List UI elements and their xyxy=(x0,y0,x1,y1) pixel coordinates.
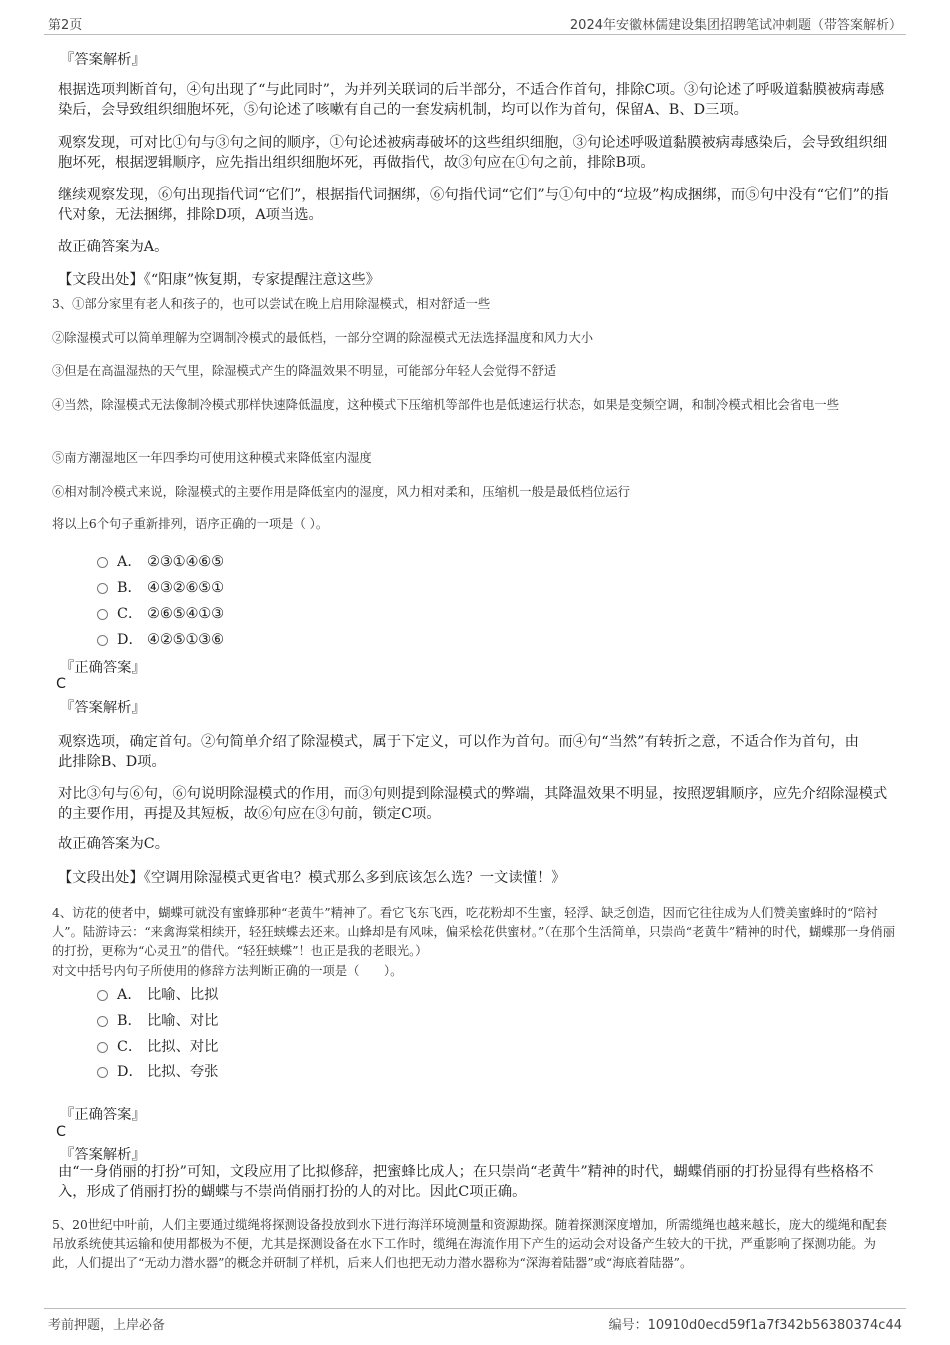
analysis-paragraph: 对比③句与⑥句，⑥句说明除湿模式的作用，而③句则提到除湿模式的弊端，其降温效果不明显，按照逻辑顺序，应先介绍除湿模式的主要作用，再提及其短板，故⑥句应在③句前，锁定C项。 xyxy=(58,786,888,822)
answer-conclusion: 故正确答案为C。 xyxy=(58,836,170,852)
question-stem: 4、访花的使者中，蝴蝶可就没有蜜蜂那种“老黄牛”精神了。看它飞东飞西，吃花粉却不生蜜，轻浮、缺乏创造，因而它往往成为人们赞美蜜蜂时的“陪衬人”。陆游诗云：“来禽海棠相续开，轻狂蛱蝶去还来。山蜂却是有风味，偏采桧花供蜜材。”（在那个生活简单，只崇尚“老黄牛”精神的时代，蝴蝶那一身俏丽的打扮，更称为“心灵丑”的借代。“轻狂蛱蝶”！也正是我的老眼光。） xyxy=(52,906,896,958)
question-sentence: ②除湿模式可以简单理解为空调制冷模式的最低档，一部分空调的除湿模式无法选择温度和风力大小 xyxy=(52,331,594,345)
question-sentence: ⑥相对制冷模式来说，除湿模式的主要作用是降低室内的湿度，风力相对柔和，压缩机一般是最低档位运行 xyxy=(52,485,630,499)
analysis-paragraph: 观察发现，可对比①句与③句之间的顺序，①句论述被病毒破坏的这些组织细胞，③句论述呼吸道黏膜被病毒感染后，会导致组织细胞坏死，根据逻辑顺序，应先指出组织细胞坏死，再做指代，故③句应在①句之前，排除B项。 xyxy=(58,135,888,171)
option-d[interactable]: D． 比拟、夸张 xyxy=(97,1062,218,1082)
question-prompt: 对文中括号内句子所使用的修辞方法判断正确的一项是（ ）。 xyxy=(52,964,403,978)
option-c[interactable]: C． 比拟、对比 xyxy=(97,1037,218,1057)
analysis-label: 『答案解析』 xyxy=(60,52,146,68)
correct-answer: C xyxy=(56,1124,66,1140)
analysis-label: 『答案解析』 xyxy=(60,1147,146,1163)
analysis-paragraph: 由“一身俏丽的打扮”可知，文段应用了比拟修辞，把蜜蜂比成人；在只崇尚“老黄牛”精神的时代，蝴蝶俏丽的打扮显得有些格格不入，形成了俏丽打扮的蝴蝶与不崇尚俏丽打扮的人的对比。因此C项正确。 xyxy=(58,1164,874,1200)
question-sentence: ⑤南方潮湿地区一年四季均可使用这种模式来降低室内湿度 xyxy=(52,451,372,465)
radio-icon[interactable] xyxy=(97,609,108,620)
radio-icon[interactable] xyxy=(97,1042,108,1053)
page-header xyxy=(44,14,906,35)
passage-source: 【文段出处】《“阳康”恢复期，专家提醒注意这些》 xyxy=(58,272,380,288)
analysis-paragraph: 观察选项，确定首句。②句简单介绍了除湿模式，属于下定义，可以作为首句。而④句“当然”有转折之意，不适合作为首句，由此排除B、D项。 xyxy=(58,734,859,770)
correct-answer: C xyxy=(56,676,66,692)
radio-icon[interactable] xyxy=(97,583,108,594)
question-stem: 5、20世纪中叶前，人们主要通过缆绳将探测设备投放到水下进行海洋环境测量和资源勘探。随着探测深度增加，所需缆绳也越来越长，庞大的缆绳和配套吊放系统使其运输和使用都极为不便，尤其是探测设备在水下工作时，缆绳在海流作用下产生的运动会对设备产生较大的干扰，严重影响了探测功能。为此，人们提出了“无动力潜水器”的概念并研制了样机，后来人们也把无动力潜水器称为“深海着陆器”或“海底着陆器”。 xyxy=(52,1218,888,1270)
radio-icon[interactable] xyxy=(97,635,108,646)
radio-icon[interactable] xyxy=(97,1016,108,1027)
analysis-paragraph: 继续观察发现，⑥句出现指代词“它们”，根据指代词捆绑，⑥句指代词“它们”与①句中的“垃圾”构成捆绑，而⑤句中没有“它们”的指代对象，无法捆绑，排除D项，A项当选。 xyxy=(58,187,889,223)
correct-answer-label: 『正确答案』 xyxy=(60,660,146,676)
option-c[interactable]: C． ②⑥⑤④①③ xyxy=(97,604,224,624)
option-d[interactable]: D． ④②⑤①③⑥ xyxy=(97,630,224,650)
radio-icon[interactable] xyxy=(97,990,108,1001)
answer-conclusion: 故正确答案为A。 xyxy=(58,239,169,255)
option-b[interactable]: B． 比喻、对比 xyxy=(97,1011,218,1031)
question-stem: 将以上6个句子重新排列，语序正确的一项是（ ）。 xyxy=(52,517,329,531)
option-a[interactable]: A． ②③①④⑥⑤ xyxy=(97,552,224,572)
passage-source: 【文段出处】《空调用除湿模式更省电？模式那么多到底该怎么选？一文读懂！》 xyxy=(58,870,566,886)
correct-answer-label: 『正确答案』 xyxy=(60,1107,146,1123)
document-id: 编号：10910d0ecd59f1a7f342b56380374c44 xyxy=(608,1318,902,1333)
analysis-label: 『答案解析』 xyxy=(60,700,146,716)
page-number: 第2页 xyxy=(48,18,83,33)
document-title: 2024年安徽林儒建设集团招聘笔试冲刺题（带答案解析） xyxy=(569,18,902,33)
option-b[interactable]: B． ④③②⑥⑤① xyxy=(97,578,224,598)
question-sentence: ③但是在高温湿热的天气里，除湿模式产生的降温效果不明显，可能部分年轻人会觉得不舒适 xyxy=(52,364,557,378)
radio-icon[interactable] xyxy=(97,557,108,568)
page-footer xyxy=(44,1308,906,1331)
footer-slogan: 考前押题，上岸必备 xyxy=(48,1318,166,1333)
option-a[interactable]: A． 比喻、比拟 xyxy=(97,985,218,1005)
question-sentence: 3、①部分家里有老人和孩子的，也可以尝试在晚上启用除湿模式，相对舒适一些 xyxy=(52,297,491,311)
question-sentence: ④当然，除湿模式无法像制冷模式那样快速降低温度，这种模式下压缩机等部件也是低速运行状态，如果是变频空调，和制冷模式相比会省电一些 xyxy=(52,398,840,412)
radio-icon[interactable] xyxy=(97,1067,108,1078)
analysis-paragraph: 根据选项判断首句，④句出现了“与此同时”，为并列关联词的后半部分，不适合作首句，排除C项。③句论述了呼吸道黏膜被病毒感染后，会导致组织细胞坏死，⑤句论述了咳嗽有自己的一套发病机制，均可以作为首句，保留A、B、D三项。 xyxy=(58,82,885,118)
